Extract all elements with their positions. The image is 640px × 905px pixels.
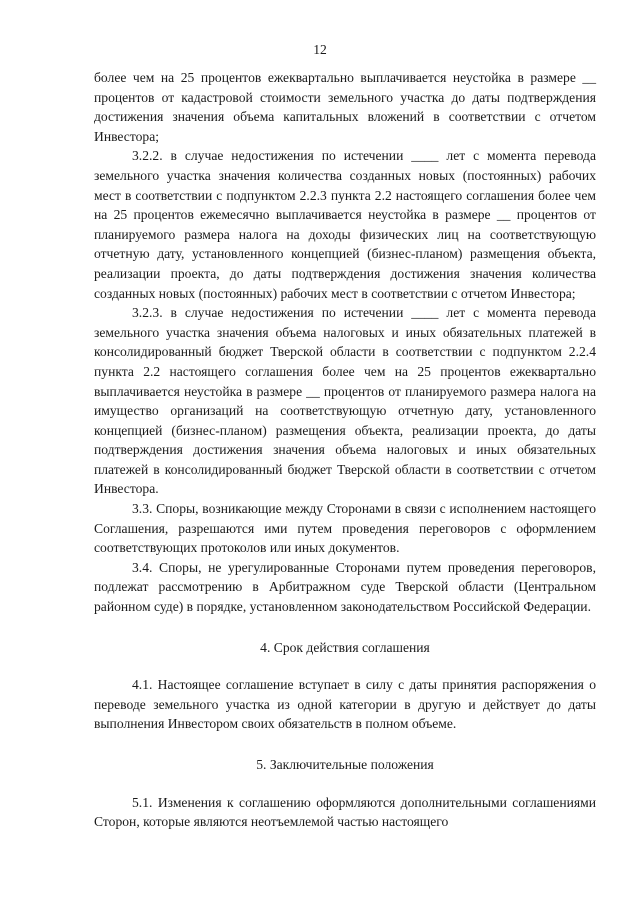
section-4-heading: 4. Срок действия соглашения bbox=[260, 639, 430, 655]
paragraph-3-2-2: 3.2.2. в случае недостижения по истечении ____ лет с момента перевода земельного участка значения количества созданных новых (постоянных) рабочих мест в соответствии с подпунктом 2.2.3 пункта 2.2 настоящего соглашения более чем на 25 процентов ежемесячно выплачивается неустойка в размере __ процентов от планируемого размера налога на доходы физических лиц на соответствующую отчетную дату, установленного концепцией (бизнес-планом) размещения объекта, реализации проекта, до даты подтверждения достижения значения количества созданных новых (постоянных) рабочих мест в соответствии с отчетом Инвестора; bbox=[94, 148, 596, 301]
paragraph-5-1: 5.1. Изменения к соглашению оформляются дополнительными соглашениями Сторон, которые являются неотъемлемой частью настоящего bbox=[94, 794, 596, 830]
paragraph-3-3: 3.3. Споры, возникающие между Сторонами в связи с исполнением настоящего Соглашения, разрешаются ими путем проведения переговоров с оформлением соответствующих протоколов или иных документов. bbox=[94, 501, 596, 556]
paragraph-3-2-1-continued: более чем на 25 процентов ежеквартально выплачивается неустойка в размере __ процентов от кадастровой стоимости земельного участка до даты подтверждения достижения значения объема капитальных вложений в соответствии с отчетом Инвестора; bbox=[94, 70, 596, 144]
page-number: 12 bbox=[313, 42, 327, 57]
document-body bbox=[94, 68, 596, 832]
paragraph-3-2-3: 3.2.3. в случае недостижения по истечении ____ лет с момента перевода земельного участка значения объема налоговых и иных обязательных платежей в консолидированный бюджет Тверской области в соответствии с подпунктом 2.2.4 пункта 2.2 настоящего соглашения более чем на 25 процентов ежеквартально выплачивается неустойка в размере __ процентов от планируемого размера налога на имущество организаций на соответствующую отчетную дату, установленного концепцией (бизнес-планом) размещения объекта, реализации проекта, до даты подтверждения достижения значения объема налоговых и иных обязательных платежей в консолидированный бюджет Тверской области в соответствии с отчетом Инвестора. bbox=[94, 305, 596, 497]
section-5-heading: 5. Заключительные положения bbox=[256, 757, 434, 772]
paragraph-4-1: 4.1. Настоящее соглашение вступает в силу с даты принятия распоряжения о переводе земельного участка из одной категории в другую и действует до даты выполнения Инвестором своих обязательств в полном объеме. bbox=[94, 677, 596, 732]
paragraph-3-4: 3.4. Споры, не урегулированные Сторонами путем проведения переговоров, подлежат рассмотрению в Арбитражном суде Тверской области (Центральном районном суде) в порядке, установленном законодательством Российской Федерации. bbox=[94, 559, 596, 615]
